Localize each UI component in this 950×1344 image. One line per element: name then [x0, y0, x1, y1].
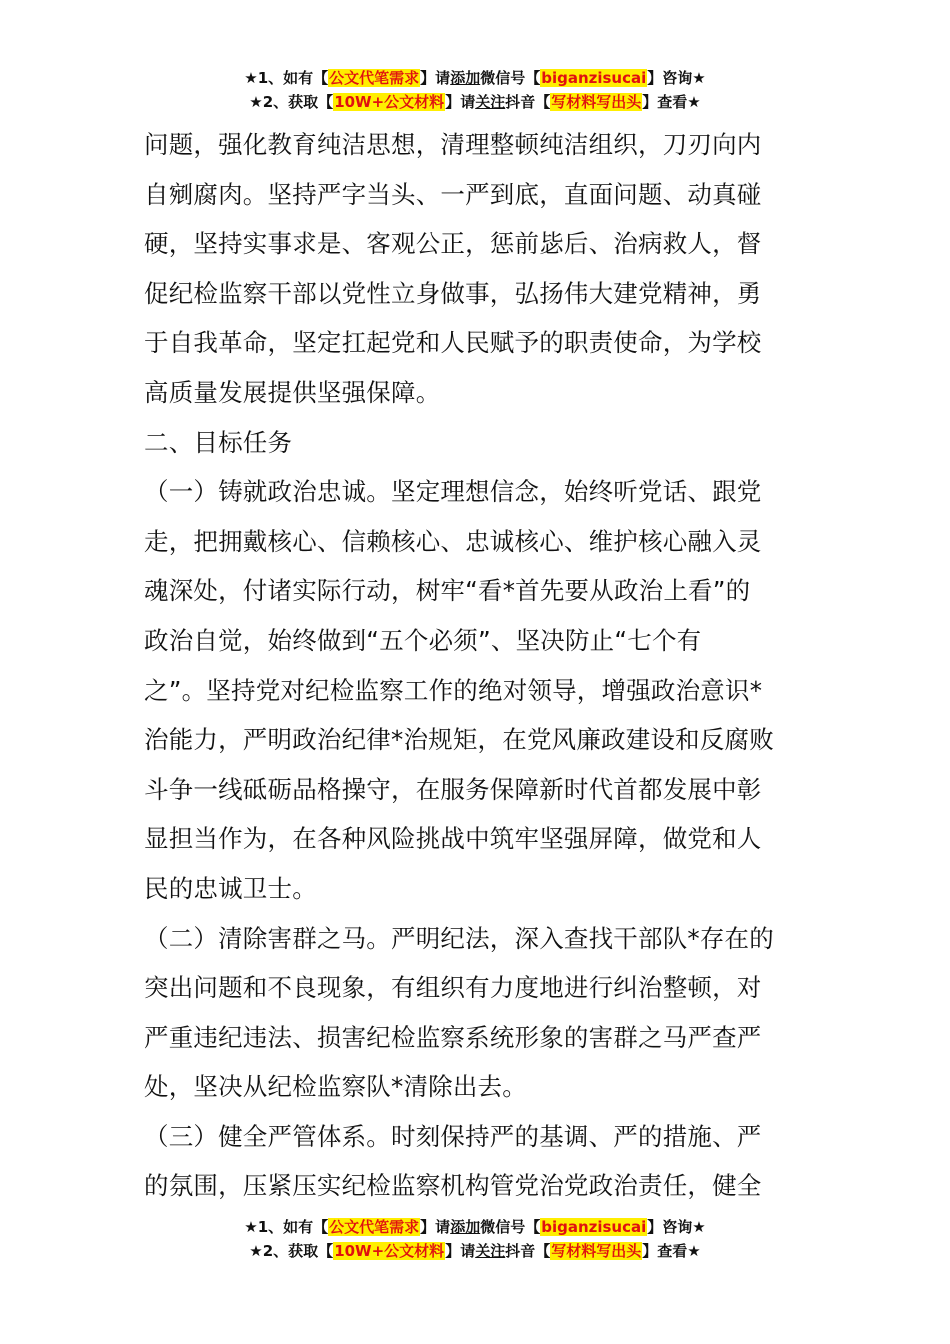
paragraph-line: 显担当作为，在各种风险挑战中筑牢坚强屏障，做党和人	[144, 824, 762, 854]
paragraph-line: （二）清除害群之马。严明纪法，深入查找干部队*存在的	[144, 923, 774, 953]
banner-highlight: 公文代笔需求	[329, 1218, 420, 1236]
banner-line-2	[0, 1239, 950, 1263]
banner-highlight: biganzisucai	[541, 69, 647, 87]
banner-highlight: 10W+公文材料	[334, 1242, 445, 1260]
paragraph-line: 走，把拥戴核心、信赖核心、忠诚核心、维护核心融入灵	[144, 526, 762, 556]
paragraph-line: 问题，强化教育纯洁思想，清理整顿纯洁组织，刀刃向内	[144, 130, 762, 159]
paragraph-line: 于自我革命，坚定扛起党和人民赋予的职责使命，为学校	[144, 328, 762, 358]
banner-line-2	[0, 90, 950, 114]
document-body	[144, 120, 812, 1211]
header-banner	[0, 66, 950, 114]
paragraph-line: 斗争一线砥砺品格操守，在服务保障新时代首都发展中彰	[144, 774, 762, 804]
banner-highlight: 写材料写出头	[551, 1242, 642, 1260]
banner-underlined: 关注	[475, 1242, 506, 1260]
banner-highlight: 写材料写出头	[551, 93, 642, 111]
paragraph-line: 严重违纪违法、损害纪检监察系统形象的害群之马严查严	[144, 1022, 762, 1052]
banner-text: 】查看★	[642, 1242, 701, 1260]
paragraph-line: 的氛围，压紧压实纪检监察机构管党治党政治责任，健全	[144, 1171, 762, 1201]
banner-text: 】查看★	[642, 93, 701, 111]
paragraph-line: 政治自觉，始终做到“五个必须”、坚决防止“七个有	[144, 625, 702, 655]
banner-highlight: 公文代笔需求	[329, 69, 420, 87]
paragraph-line: 民的忠诚卫士。	[144, 873, 317, 903]
banner-text: 抖音【	[505, 1242, 551, 1260]
banner-text: 微信号【	[480, 1218, 541, 1236]
banner-underlined: 关注	[475, 93, 506, 111]
banner-highlight: biganzisucai	[541, 1218, 647, 1236]
paragraph-line: 促纪检监察干部以党性立身做事，弘扬伟大建党精神，勇	[144, 278, 762, 308]
paragraph-line: （一）铸就政治忠诚。坚定理想信念，始终听党话、跟党	[144, 477, 762, 507]
banner-text: 】请	[445, 93, 476, 111]
paragraph-line: （三）健全严管体系。时刻保持严的基调、严的措施、严	[144, 1121, 762, 1151]
banner-text: 抖音【	[505, 93, 551, 111]
banner-underlined: 添加	[450, 69, 481, 87]
paragraph-line: 硬，坚持实事求是、客观公正，惩前毖后、治病救人，督	[144, 229, 762, 259]
paragraph-line: 魂深处，付诸实际行动，树牢“看*首先要从政治上看”的	[144, 576, 751, 606]
banner-text: ★2、获取【	[249, 93, 334, 111]
banner-highlight: 10W+公文材料	[334, 93, 445, 111]
paragraph-line: 处，坚决从纪检监察队*清除出去。	[144, 1072, 527, 1102]
banner-text: 微信号【	[480, 69, 541, 87]
banner-text: ★2、获取【	[249, 1242, 334, 1260]
banner-text: ★1、如有【	[244, 69, 329, 87]
footer-banner	[0, 1215, 950, 1263]
banner-underlined: 添加	[450, 1218, 481, 1236]
banner-text: 】咨询★	[647, 1218, 706, 1236]
paragraph-line: 自剜腐肉。坚持严字当头、一严到底，直面问题、动真碰	[144, 179, 762, 209]
banner-text: 】咨询★	[647, 69, 706, 87]
banner-line-1	[0, 1215, 950, 1239]
banner-line-1	[0, 66, 950, 90]
paragraph-line: 二、目标任务	[144, 427, 293, 457]
banner-text: 】请	[420, 1218, 451, 1236]
paragraph-line: 之”。坚持党对纪检监察工作的绝对领导，增强政治意识*	[144, 675, 763, 705]
paragraph-line: 治能力，严明政治纪律*治规矩，在党风廉政建设和反腐败	[144, 725, 774, 755]
banner-text: 】请	[420, 69, 451, 87]
banner-text: 】请	[445, 1242, 476, 1260]
banner-text: ★1、如有【	[244, 1218, 329, 1236]
paragraph-line: 突出问题和不良现象，有组织有力度地进行纠治整顿，对	[144, 973, 762, 1003]
paragraph-line: 高质量发展提供坚强保障。	[144, 377, 441, 407]
